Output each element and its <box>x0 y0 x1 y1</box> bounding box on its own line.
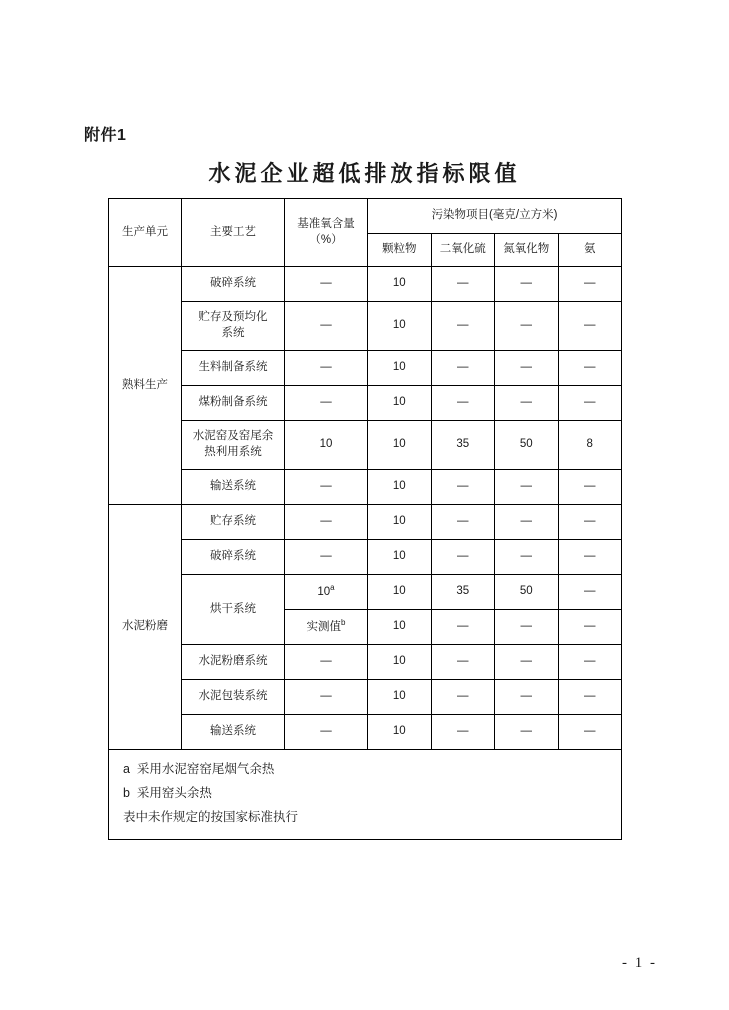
value-cell-nh3: — <box>558 645 622 680</box>
value-cell-nox: 50 <box>495 575 559 610</box>
process-cell: 贮存及预均化 系统 <box>182 302 285 351</box>
value-cell-nox: — <box>495 715 559 750</box>
production-unit-cell: 水泥粉磨 <box>109 505 182 750</box>
value-cell-so2: 35 <box>431 575 495 610</box>
process-cell: 水泥粉磨系统 <box>182 645 285 680</box>
table-header <box>109 199 622 267</box>
process-cell: 煤粉制备系统 <box>182 386 285 421</box>
table-row <box>109 351 622 386</box>
header-nh3: 氨 <box>558 234 622 267</box>
value-cell-nh3: — <box>558 505 622 540</box>
value-cell-nh3: — <box>558 470 622 505</box>
footnote-marker: a <box>330 583 335 593</box>
table-row <box>109 505 622 540</box>
value-cell-so2: — <box>431 470 495 505</box>
value-cell-pm: 10 <box>368 540 432 575</box>
footnote-marker: b <box>341 618 346 628</box>
header-base-oxygen-text: 基准氧含量 <box>297 217 355 230</box>
value-cell-pm: 10 <box>368 302 432 351</box>
process-cell: 输送系统 <box>182 715 285 750</box>
table-row <box>109 386 622 421</box>
value-cell-nh3: — <box>558 715 622 750</box>
table-body <box>109 267 622 750</box>
header-base-oxygen-unit: （%） <box>309 233 343 246</box>
note-line: 表中未作规定的按国家标准执行 <box>123 809 299 824</box>
base-oxygen-cell: — <box>285 386 368 421</box>
value-cell-nh3: — <box>558 610 622 645</box>
base-oxygen-cell: — <box>285 680 368 715</box>
value-cell-nox: — <box>495 302 559 351</box>
value-cell-pm: 10 <box>368 351 432 386</box>
value-cell-so2: — <box>431 386 495 421</box>
base-oxygen-cell: 实测值$^b$ <box>285 610 368 645</box>
process-cell: 烘干系统 <box>182 575 285 645</box>
process-cell: 破碎系统 <box>182 540 285 575</box>
value-cell-so2: — <box>431 351 495 386</box>
table-row <box>109 421 622 470</box>
value-cell-pm: 10 <box>368 505 432 540</box>
table-row <box>109 470 622 505</box>
table-row <box>109 680 622 715</box>
table-row <box>109 575 622 610</box>
process-cell: 破碎系统 <box>182 267 285 302</box>
header-nox: 氮氧化物 <box>495 234 559 267</box>
base-oxygen-cell: — <box>285 302 368 351</box>
value-cell-nox: — <box>495 386 559 421</box>
value-cell-pm: 10 <box>368 610 432 645</box>
header-production-unit: 生产单元 <box>109 199 182 267</box>
value-cell-nox: — <box>495 680 559 715</box>
value-cell-so2: 35 <box>431 421 495 470</box>
attachment-label: 附件1 <box>84 127 127 144</box>
process-cell: 输送系统 <box>182 470 285 505</box>
table-row <box>109 540 622 575</box>
note-line: a 采用水泥窑窑尾烟气余热 <box>123 762 275 776</box>
emission-limits-table <box>108 198 622 750</box>
value-cell-pm: 10 <box>368 645 432 680</box>
base-oxygen-cell: — <box>285 715 368 750</box>
value-cell-nh3: 8 <box>558 421 622 470</box>
process-cell: 水泥包装系统 <box>182 680 285 715</box>
table-row <box>109 645 622 680</box>
value-cell-pm: 10 <box>368 575 432 610</box>
value-cell-nox: — <box>495 267 559 302</box>
value-cell-nox: — <box>495 610 559 645</box>
value-cell-nh3: — <box>558 351 622 386</box>
value-cell-pm: 10 <box>368 386 432 421</box>
value-cell-nox: — <box>495 505 559 540</box>
value-cell-nox: — <box>495 470 559 505</box>
value-cell-pm: 10 <box>368 267 432 302</box>
value-cell-nh3: — <box>558 267 622 302</box>
base-oxygen-cell: 10 <box>285 421 368 470</box>
value-cell-so2: — <box>431 302 495 351</box>
value-cell-nox: 50 <box>495 421 559 470</box>
value-cell-nh3: — <box>558 540 622 575</box>
page-title: 水泥企业超低排放指标限值 <box>208 161 521 187</box>
value-cell-so2: — <box>431 715 495 750</box>
base-oxygen-cell: 10$^a$ <box>285 575 368 610</box>
value-cell-nox: — <box>495 351 559 386</box>
table-row <box>109 715 622 750</box>
value-cell-pm: 10 <box>368 421 432 470</box>
value-cell-so2: — <box>431 680 495 715</box>
header-base-oxygen <box>285 199 368 267</box>
value-cell-pm: 10 <box>368 715 432 750</box>
value-cell-so2: — <box>431 540 495 575</box>
note-line: b 采用窑头余热 <box>123 785 212 800</box>
process-cell: 水泥窑及窑尾余 热利用系统 <box>182 421 285 470</box>
value-cell-so2: — <box>431 645 495 680</box>
table-notes <box>108 750 622 840</box>
process-cell: 生料制备系统 <box>182 351 285 386</box>
base-oxygen-cell: — <box>285 267 368 302</box>
header-main-process: 主要工艺 <box>182 199 285 267</box>
production-unit-cell: 熟料生产 <box>109 267 182 505</box>
base-oxygen-cell: — <box>285 645 368 680</box>
header-so2: 二氧化硫 <box>431 234 495 267</box>
table-row <box>109 267 622 302</box>
base-oxygen-cell: — <box>285 505 368 540</box>
table-row <box>109 302 622 351</box>
base-oxygen-cell: — <box>285 540 368 575</box>
header-pollutant-group: 污染物项目(毫克/立方米) <box>368 199 622 234</box>
table-header-row-1 <box>109 199 622 234</box>
value-cell-so2: — <box>431 267 495 302</box>
value-cell-pm: 10 <box>368 470 432 505</box>
base-oxygen-cell: — <box>285 351 368 386</box>
base-oxygen-cell: — <box>285 470 368 505</box>
value-cell-nh3: — <box>558 386 622 421</box>
value-cell-so2: — <box>431 505 495 540</box>
value-cell-pm: 10 <box>368 680 432 715</box>
value-cell-nh3: — <box>558 575 622 610</box>
value-cell-so2: — <box>431 610 495 645</box>
header-pm: 颗粒物 <box>368 234 432 267</box>
value-cell-nh3: — <box>558 680 622 715</box>
value-cell-nox: — <box>495 645 559 680</box>
value-cell-nh3: — <box>558 302 622 351</box>
page-number: - 1 - <box>622 955 657 971</box>
value-cell-nox: — <box>495 540 559 575</box>
process-cell: 贮存系统 <box>182 505 285 540</box>
